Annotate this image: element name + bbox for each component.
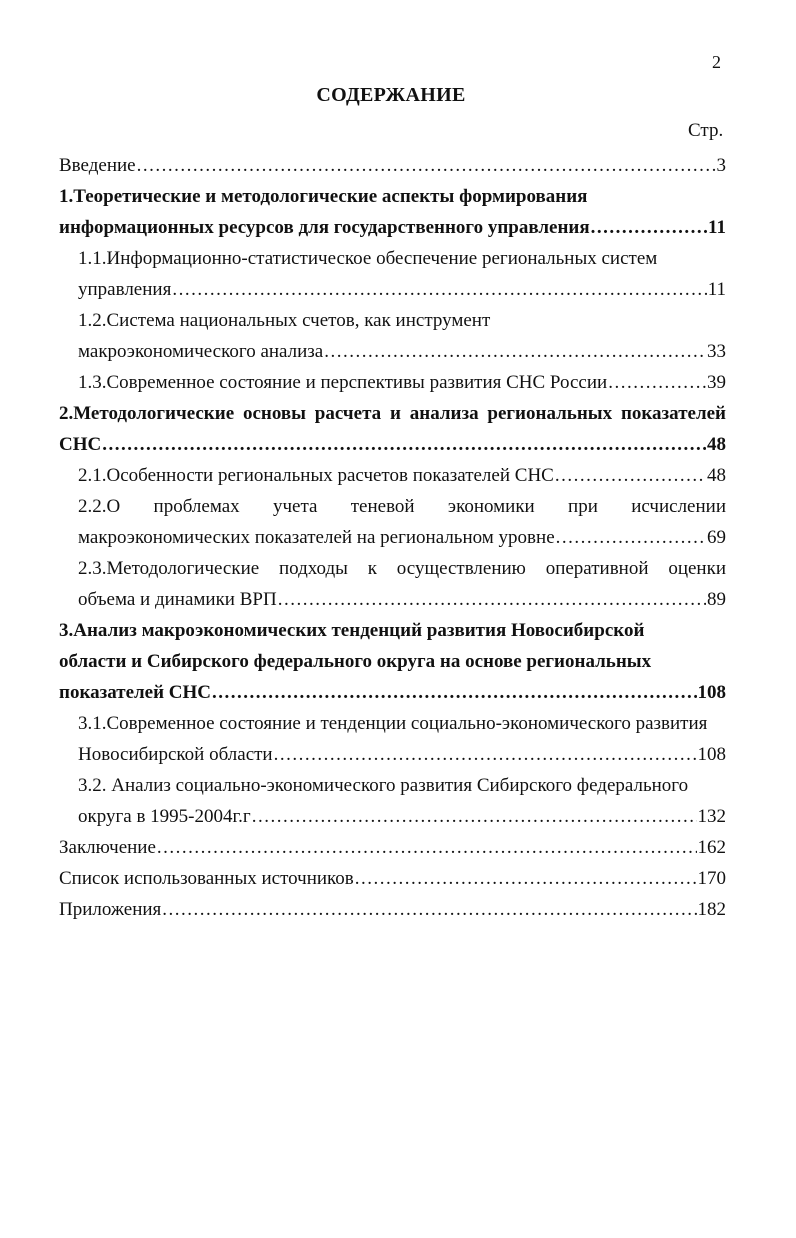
leader-dots <box>172 274 706 305</box>
toc-chapter-2-title: 2.Методологические основы расчета и анализа региональных показателей <box>59 403 726 424</box>
toc-entry-page: 3 <box>716 155 726 176</box>
page-title: СОДЕРЖАНИЕ <box>316 84 466 106</box>
leader-dots <box>278 584 706 615</box>
toc-section-3-1 <box>59 739 726 770</box>
toc-entry-title: 1.3.Современное состояние и перспективы развития СНС России <box>78 372 608 393</box>
toc-entry-sources <box>59 863 726 894</box>
toc-chapter-1-title: 1.Теоретические и методологические аспекты формирования <box>59 186 588 207</box>
toc-entry-intro <box>59 150 726 181</box>
leader-dots <box>556 522 706 553</box>
toc-entry-title: Введение <box>59 155 136 176</box>
toc-entry-title: информационных ресурсов для государственного управления <box>59 217 590 238</box>
toc-entry-page: 69 <box>707 527 726 548</box>
leader-dots <box>102 429 706 460</box>
toc-entry-page: 170 <box>697 868 726 889</box>
toc-entry-page: 162 <box>697 837 726 858</box>
toc-entry-page: 108 <box>697 744 726 765</box>
toc-entry-title: объема и динамики ВРП <box>78 589 277 610</box>
leader-dots <box>162 894 696 925</box>
toc-entry-page: 48 <box>707 434 726 455</box>
toc-chapter-3 <box>59 677 726 708</box>
toc-section-1-2 <box>59 336 726 367</box>
leader-dots <box>324 336 706 367</box>
toc-entry-title: 2.1.Особенности региональных расчетов показателей СНС <box>78 465 554 486</box>
toc-entry-title: Список использованных источников <box>59 868 354 889</box>
toc-entry-page: 11 <box>708 217 726 238</box>
table-of-contents <box>59 150 726 925</box>
toc-entry-page: 89 <box>707 589 726 610</box>
toc-section-3-2-title: 3.2. Анализ социально-экономического развития Сибирского федерального <box>78 775 689 796</box>
leader-dots <box>591 212 707 243</box>
toc-entry-title: показателей СНС <box>59 682 212 703</box>
toc-entry-page: 132 <box>697 806 726 827</box>
toc-section-2-2 <box>59 522 726 553</box>
leader-dots <box>555 460 706 491</box>
toc-entry-title: макроэкономических показателей на региональном уровне <box>78 527 555 548</box>
toc-section-3-2 <box>59 801 726 832</box>
page-column-label: Стр. <box>688 120 724 141</box>
leader-dots <box>157 832 697 863</box>
leader-dots <box>274 739 697 770</box>
leader-dots <box>355 863 697 894</box>
toc-entry-title: макроэкономического анализа <box>78 341 324 362</box>
leader-dots <box>252 801 697 832</box>
toc-entry-appendix <box>59 894 726 925</box>
page-number: 2 <box>712 52 721 72</box>
toc-entry-page: 182 <box>697 899 726 920</box>
toc-section-2-3 <box>59 584 726 615</box>
leader-dots <box>137 150 716 181</box>
toc-entry-title: Новосибирской области <box>78 744 273 765</box>
toc-section-1-1 <box>59 274 726 305</box>
toc-entry-page: 33 <box>707 341 726 362</box>
toc-entry-title: округа в 1995-2004г.г <box>78 806 251 827</box>
toc-chapter-1 <box>59 212 726 243</box>
toc-section-2-2-title: 2.2.О проблемах учета теневой экономики при исчислении <box>78 496 726 517</box>
toc-chapter-2 <box>59 429 726 460</box>
toc-entry-title: СНС <box>59 434 102 455</box>
leader-dots <box>608 367 706 398</box>
toc-section-2-1 <box>59 460 726 491</box>
toc-chapter-3-title-line1: 3.Анализ макроэкономических тенденций развития Новосибирской <box>59 620 645 641</box>
toc-entry-title: управления <box>78 279 172 300</box>
toc-entry-page: 11 <box>707 279 726 300</box>
toc-section-3-1-title: 3.1.Современное состояние и тенденции социально-экономического развития <box>78 713 708 734</box>
toc-entry-page: 108 <box>697 682 726 703</box>
toc-entry-page: 48 <box>707 465 726 486</box>
toc-entry-page: 39 <box>707 372 726 393</box>
toc-entry-conclusion <box>59 832 726 863</box>
toc-entry-title: Заключение <box>59 837 156 858</box>
toc-chapter-3-title-line2: области и Сибирского федерального округа на основе региональных <box>59 651 652 672</box>
toc-section-1-1-title: 1.1.Информационно-статистическое обеспечение региональных систем <box>78 248 658 269</box>
toc-section-1-3 <box>59 367 726 398</box>
toc-section-1-2-title: 1.2.Система национальных счетов, как инструмент <box>78 310 491 331</box>
toc-section-2-3-title: 2.3.Методологические подходы к осуществлению оперативной оценки <box>78 558 726 579</box>
toc-entry-title: Приложения <box>59 899 162 920</box>
leader-dots <box>212 677 696 708</box>
